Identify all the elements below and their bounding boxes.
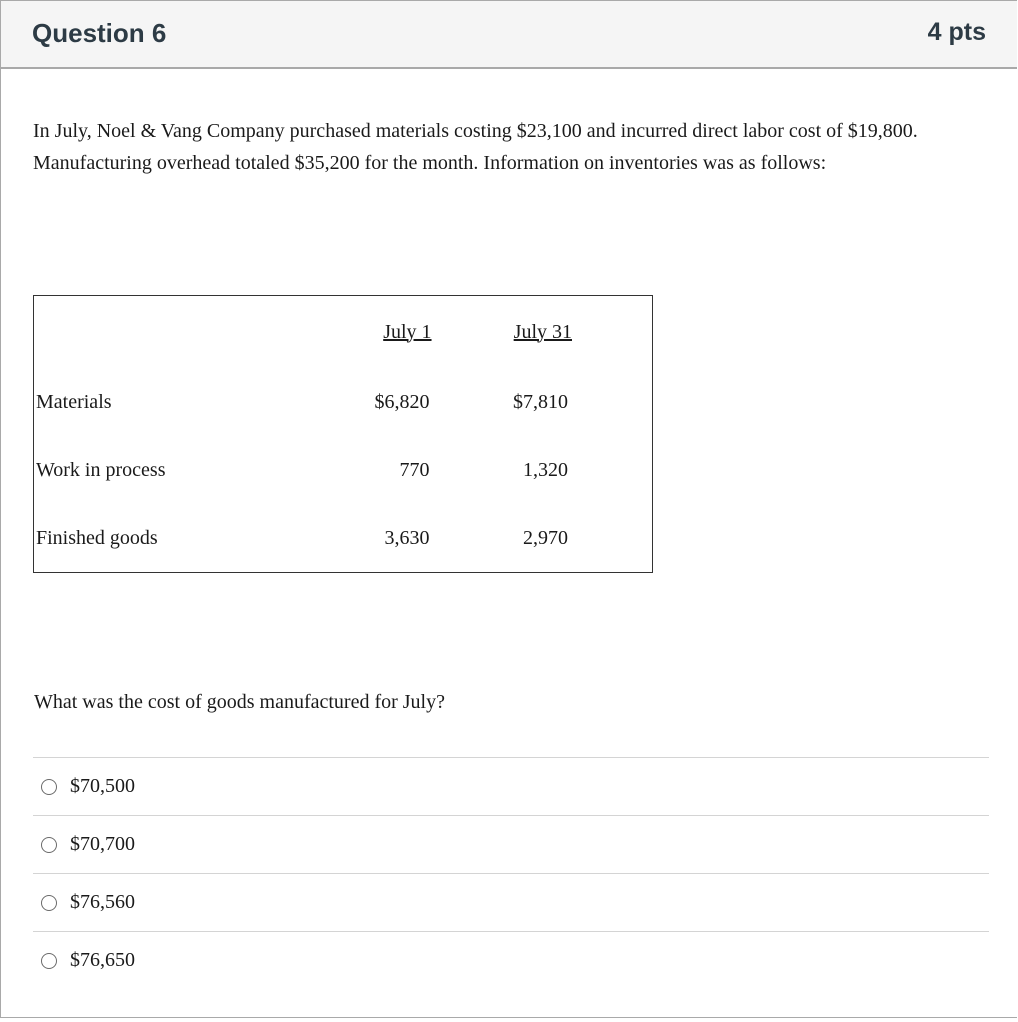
table-header-blank: [34, 296, 309, 369]
inventory-table: [33, 295, 653, 573]
answer-option[interactable]: [33, 757, 989, 815]
answer-option[interactable]: [33, 815, 989, 873]
cell-july1: 770: [399, 458, 430, 481]
column-header-july31: July 31: [513, 320, 572, 343]
cell-july31: $7,810: [513, 390, 568, 413]
answer-label[interactable]: $70,700: [70, 833, 135, 855]
cell-july1: $6,820: [374, 390, 430, 413]
question-header: [1, 1, 1017, 69]
answer-label[interactable]: $76,650: [70, 949, 135, 971]
question-prompt: In July, Noel & Vang Company purchased materials costing $23,100 and incurred direct labor cost of $19,800. Manufacturing overhead totaled $35,200 for the month. Information on inventories was as follows:: [33, 120, 918, 174]
radio-button[interactable]: [41, 837, 57, 853]
cell-july31: 2,970: [523, 526, 568, 549]
table-header-row: [34, 296, 653, 369]
table-row: [34, 368, 653, 436]
answer-label[interactable]: $76,560: [70, 891, 135, 913]
cell-july1: 3,630: [384, 526, 430, 549]
answer-option[interactable]: [33, 931, 989, 989]
radio-button[interactable]: [41, 895, 57, 911]
table-row: [34, 436, 653, 504]
question-text: What was the cost of goods manufactured for July?: [34, 691, 445, 713]
table-header-cell: [430, 296, 653, 369]
answer-label[interactable]: $70,500: [70, 775, 135, 797]
column-header-july1: July 1: [383, 320, 432, 343]
answer-list: [33, 757, 989, 989]
answer-option[interactable]: [33, 873, 989, 931]
table-row: [34, 504, 653, 573]
row-label: Work in process: [36, 458, 166, 481]
question-points: 4 pts: [927, 18, 986, 46]
row-label: Finished goods: [36, 526, 158, 549]
row-label: Materials: [36, 390, 112, 413]
radio-button[interactable]: [41, 953, 57, 969]
question-title: Question 6: [32, 18, 167, 48]
radio-button[interactable]: [41, 779, 57, 795]
table-header-cell: [309, 296, 430, 369]
cell-july31: 1,320: [523, 458, 568, 481]
